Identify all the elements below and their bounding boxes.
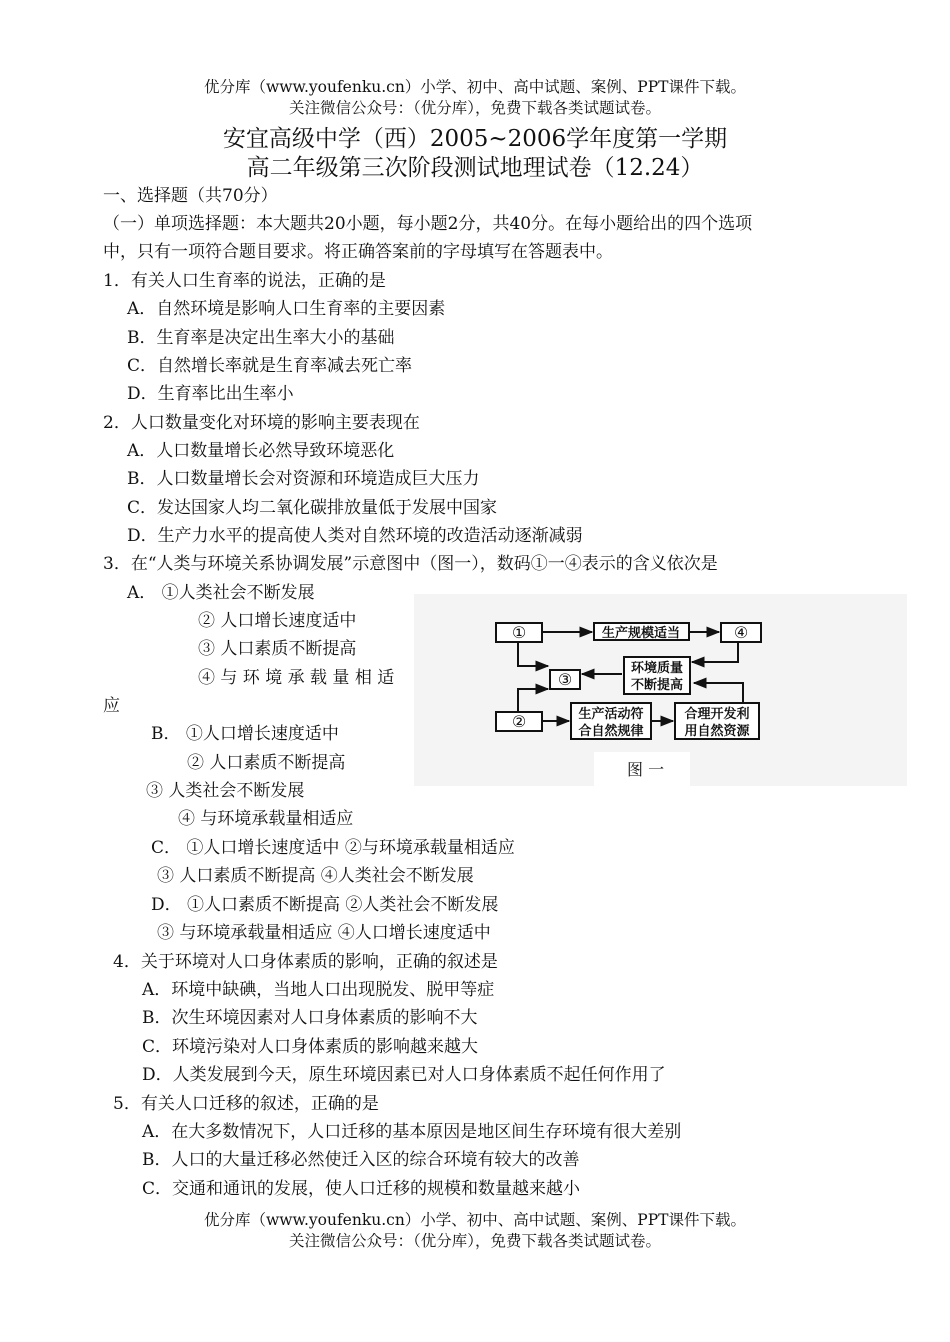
question-3-option-a-3: ③ 人口素质不断提高 (198, 639, 357, 659)
label-env-quality-1: 环境质量 (630, 661, 684, 676)
label-circle-2: ② (511, 712, 527, 731)
question-4-option-b: B．次生环境因素对人口身体素质的影响不大 (142, 1008, 478, 1028)
question-2-option-c: C．发达国家人均二氧化碳排放量低于发展中国家 (127, 498, 498, 518)
question-3-option-b-4: ④ 与环境承载量相适应 (178, 809, 354, 829)
question-3-option-d-2: ③ 与环境承载量相适应 ④人口增长速度适中 (157, 923, 491, 943)
label-env-quality-2: 不断提高 (630, 678, 684, 693)
question-5-option-b: B．人口的大量迁移必然使迁入区的综合环境有较大的改善 (142, 1150, 580, 1170)
exam-title-line-1: 安宜高级中学（西）2005~2006学年度第一学期 (222, 126, 728, 152)
label-resource-use-2: 用自然资源 (684, 724, 750, 739)
question-4-stem: 4．关于环境对人口身体素质的影响，正确的叙述是 (113, 952, 498, 972)
question-3-option-a-4: ④ 与 环 境 承 载 量 相 适 (198, 668, 395, 688)
question-1-option-a: A．自然环境是影响人口生育率的主要因素 (127, 299, 446, 319)
question-2-option-b: B．人口数量增长会对资源和环境造成巨大压力 (127, 469, 480, 489)
question-2-option-a: A．人口数量增长必然导致环境恶化 (127, 441, 395, 461)
question-3-option-a-5: 应 (103, 696, 120, 716)
header-line-1: 优分库（www.youfenku.cn）小学、初中、高中试题、案例、PPT课件下载。 (203, 78, 747, 96)
question-5-stem: 5．有关人口迁移的叙述，正确的是 (113, 1094, 379, 1114)
question-5-option-c: C．交通和通讯的发展，使人口迁移的规模和数量越来越小 (142, 1179, 581, 1199)
section-intro-1: （一）单项选择题：本大题共20小题，每小题2分，共40分。在每小题给出的四个选项 (103, 214, 753, 234)
footer-line-2: 关注微信公众号：（优分库），免费下载各类试题试卷。 (288, 1232, 661, 1250)
question-4-option-c: C．环境污染对人口身体素质的影响越来越大 (142, 1037, 479, 1057)
section-heading: 一、选择题（共70分） (103, 186, 278, 206)
question-3-option-c-1: C． ①人口增长速度适中 ②与环境承载量相适应 (151, 838, 515, 858)
label-production-activity-1: 生产活动符 (578, 707, 644, 722)
question-3-option-a-2: ② 人口增长速度适中 (198, 611, 357, 631)
label-resource-use-1: 合理开发利 (684, 707, 750, 722)
question-4-option-d: D．人类发展到今天，原生环境因素已对人口身体素质不起任何作用了 (142, 1065, 666, 1085)
label-production-scale: 生产规模适当 (601, 626, 681, 641)
question-1-option-d: D．生育率比出生率小 (127, 384, 294, 404)
question-1-option-b: B．生育率是决定出生率大小的基础 (127, 328, 395, 348)
label-circle-1: ① (511, 623, 527, 642)
question-2-stem: 2．人口数量变化对环境的影响主要表现在 (103, 413, 420, 433)
question-5-option-a: A．在大多数情况下，人口迁移的基本原因是地区间生存环境有很大差别 (142, 1122, 682, 1142)
question-1-option-c: C．自然增长率就是生育率减去死亡率 (127, 356, 413, 376)
question-4-option-a: A．环境中缺碘，当地人口出现脱发、脱甲等症 (142, 980, 495, 1000)
question-3-option-c-2: ③ 人口素质不断提高 ④人类社会不断发展 (157, 866, 474, 886)
header-line-2: 关注微信公众号：（优分库），免费下载各类试题试卷。 (288, 99, 661, 117)
question-3-stem: 3．在“人类与环境关系协调发展”示意图中（图一），数码①一④表示的含义依次是 (103, 554, 718, 574)
question-3-option-b-3: ③ 人类社会不断发展 (146, 781, 305, 801)
question-2-option-d: D．生产力水平的提高使人类对自然环境的改造活动逐渐减弱 (127, 526, 583, 546)
question-3-option-b-2: ② 人口素质不断提高 (187, 753, 346, 773)
figure-caption: 图 一 (627, 760, 665, 779)
label-production-activity-2: 合自然规律 (578, 724, 644, 739)
figure-1-diagram (414, 594, 907, 786)
exam-title-line-2: 高二年级第三次阶段测试地理试卷（12.24） (246, 155, 704, 181)
question-3-option-a-1: A． ①人类社会不断发展 (127, 583, 315, 603)
label-circle-3: ③ (557, 670, 573, 689)
question-3-option-d-1: D． ①人口素质不断提高 ②人类社会不断发展 (151, 895, 499, 915)
label-circle-4: ④ (733, 623, 749, 642)
section-intro-2: 中，只有一项符合题目要求。将正确答案前的字母填写在答题表中。 (103, 242, 613, 262)
question-1-stem: 1．有关人口生育率的说法，正确的是 (103, 271, 386, 291)
footer-line-1: 优分库（www.youfenku.cn）小学、初中、高中试题、案例、PPT课件下载。 (203, 1211, 747, 1229)
question-3-option-b-1: B． ①人口增长速度适中 (151, 724, 339, 744)
